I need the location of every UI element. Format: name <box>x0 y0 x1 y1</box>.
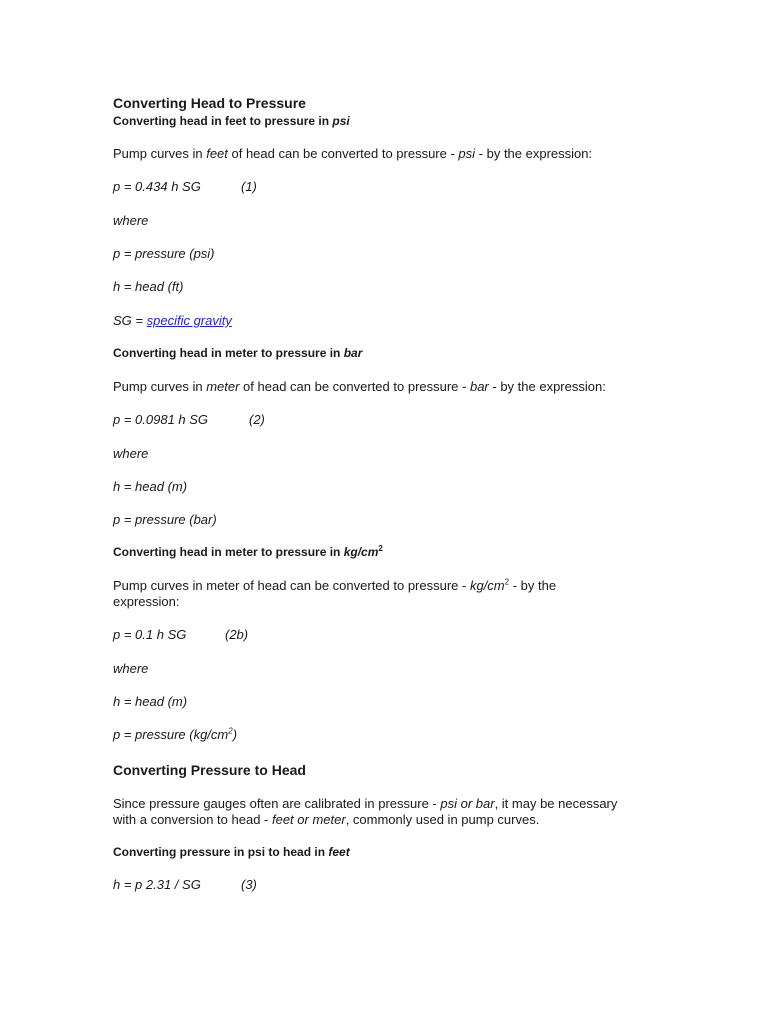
section-title-pressure-to-head: Converting Pressure to Head <box>113 762 306 778</box>
subheading-meter-to-bar: Converting head in meter to pressure in bar <box>113 346 363 360</box>
definition-p-psi: p = pressure (psi) <box>113 246 215 261</box>
definition-p-kgcm2: p = pressure $(kg/cm^2)$ <box>113 726 238 742</box>
definition-h-m: h = head (m) <box>113 479 188 494</box>
equation-2b: p = 0.1 h SG (2b) <box>113 627 249 642</box>
paragraph-meter-bar: Pump curves in meter of head can be converted to pressure - bar - by the expression: <box>113 379 606 394</box>
subheading-meter-to-kgcm2: Converting head in meter to pressure in $kg/cm^2$ <box>113 544 383 559</box>
subheading-psi-to-feet: Converting pressure in psi to head in feet <box>113 845 350 859</box>
paragraph-feet-psi: Pump curves in feet of head can be converted to pressure - psi - by the expression: <box>113 146 593 161</box>
subheading-feet-to-psi: Converting head in feet to pressure in psi <box>113 114 350 128</box>
where-label-1: where <box>113 213 149 228</box>
paragraph-pressure-gauges: Since pressure gauges often are calibrated in pressure - psi or bar, it may be necessary with a conversion to head - feet or meter, commonly used in pump curves. <box>113 796 618 827</box>
definition-h-m-2: h = head (m) <box>113 694 188 709</box>
section-title-head-to-pressure: Converting Head to Pressure <box>113 95 306 111</box>
where-label-2: where <box>113 446 149 461</box>
equation-3: h = p 2.31 / SG (3) <box>113 877 257 892</box>
where-label-3: where <box>113 661 149 676</box>
definition-h-ft: h = head (ft) <box>113 279 184 294</box>
definition-p-bar: p = pressure (bar) <box>113 512 217 527</box>
definition-sg: SG = specific gravity <box>113 313 232 328</box>
specific-gravity-link[interactable]: specific gravity <box>146 313 232 328</box>
paragraph-meter-kgcm2: Pump curves in meter of head can be converted to pressure - $kg/cm^2$ - by the expression: <box>113 577 557 609</box>
equation-2: p = 0.0981 h SG (2) <box>113 412 265 427</box>
equation-1: p = 0.434 h SG (1) <box>113 179 257 194</box>
